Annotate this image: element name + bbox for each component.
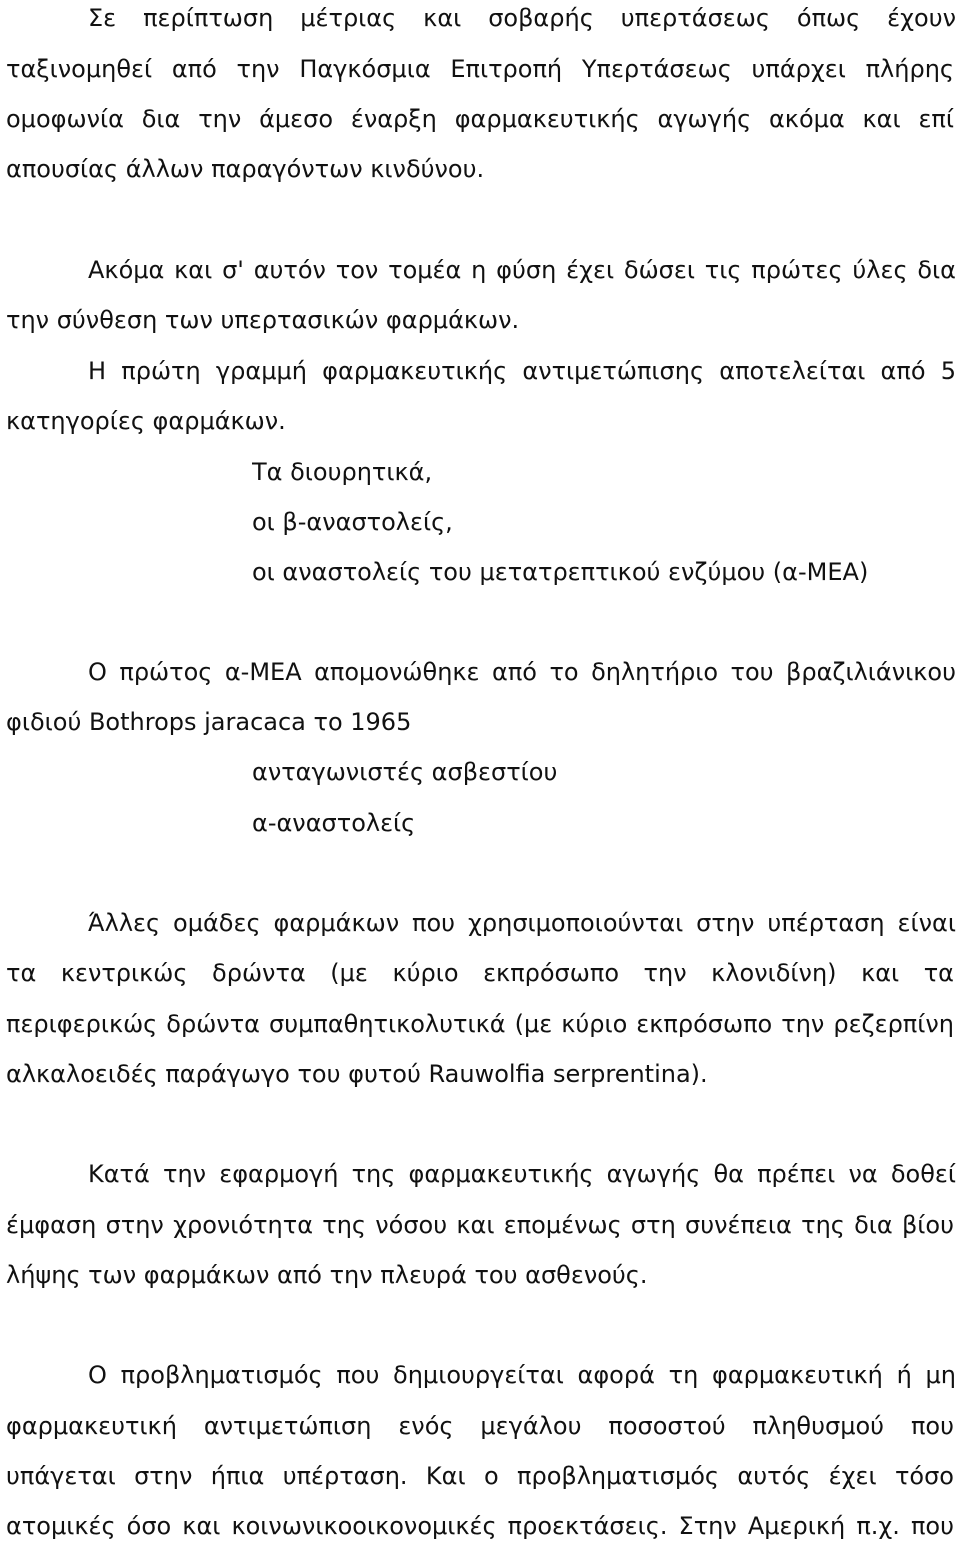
paragraph-line: αλκαλοειδές παράγωγο του φυτού Rauwolfia serprentina). bbox=[6, 1060, 708, 1088]
paragraph-line: Κατά την εφαρμογή της φαρμακευτικής αγωγής θα πρέπει να δοθεί bbox=[88, 1160, 956, 1188]
paragraph-line: ομοφωνία δια την άμεσο έναρξη φαρμακευτικής αγωγής ακόμα και επί bbox=[6, 105, 954, 133]
paragraph-line: τα κεντρικώς δρώντα (με κύριο εκπρόσωπο την κλονιδίνη) και τα bbox=[6, 959, 954, 987]
paragraph-line: Ακόμα και σ' αυτόν τον τομέα η φύση έχει δώσει τις πρώτες ύλες δια bbox=[88, 256, 956, 284]
paragraph-line: Σε περίπτωση μέτριας και σοβαρής υπερτάσεως όπως έχουν bbox=[88, 4, 956, 32]
paragraph-line: φαρμακευτική αντιμετώπιση ενός μεγάλου ποσοστού πληθυσμού που bbox=[6, 1412, 954, 1440]
paragraph-line: υπάγεται στην ήπια υπέρταση. Και ο προβληματισμός αυτός έχει τόσο bbox=[6, 1462, 954, 1490]
paragraph-line: κατηγορίες φαρμάκων. bbox=[6, 407, 286, 435]
paragraph-line: Άλλες ομάδες φαρμάκων που χρησιμοποιούνται στην υπέρταση είναι bbox=[88, 909, 956, 937]
paragraph-line: Ο προβληματισμός που δημιουργείται αφορά τη φαρμακευτική ή μη bbox=[88, 1361, 956, 1389]
paragraph-line: έμφαση στην χρονιότητα της νόσου και επομένως στη συνέπεια της δια βίου bbox=[6, 1211, 954, 1239]
paragraph-line: λήψης των φαρμάκων από την πλευρά του ασθενούς. bbox=[6, 1261, 648, 1289]
paragraph-line: περιφερικώς δρώντα συμπαθητικολυτικά (με κύριο εκπρόσωπο την ρεζερπίνη bbox=[6, 1010, 954, 1038]
list-item: α-αναστολείς bbox=[252, 809, 416, 837]
paragraph-line: Η πρώτη γραμμή φαρμακευτικής αντιμετώπισης αποτελείται από 5 bbox=[88, 357, 956, 385]
list-item: Τα διουρητικά, bbox=[252, 458, 433, 486]
list-item: οι αναστολείς του μετατρεπτικού ενζύμου (α-ΜΕΑ) bbox=[252, 558, 869, 586]
paragraph-line: Ο πρώτος α-ΜΕΑ απομονώθηκε από το δηλητήριο του βραζιλιάνικου bbox=[88, 658, 956, 686]
paragraph-line: απουσίας άλλων παραγόντων κινδύνου. bbox=[6, 155, 485, 183]
list-item: οι β-αναστολείς, bbox=[252, 508, 453, 536]
paragraph-line: ατομικές όσο και κοινωνικοοικονομικές προεκτάσεις. Στην Αμερική π.χ. που bbox=[6, 1512, 954, 1540]
list-item: ανταγωνιστές ασβεστίου bbox=[252, 758, 558, 786]
paragraph-line: φιδιού Bothrops jaracaca το 1965 bbox=[6, 708, 412, 736]
paragraph-line: την σύνθεση των υπερτασικών φαρμάκων. bbox=[6, 306, 520, 334]
paragraph-line: ταξινομηθεί από την Παγκόσμια Επιτροπή Υπερτάσεως υπάρχει πλήρης bbox=[6, 55, 954, 83]
